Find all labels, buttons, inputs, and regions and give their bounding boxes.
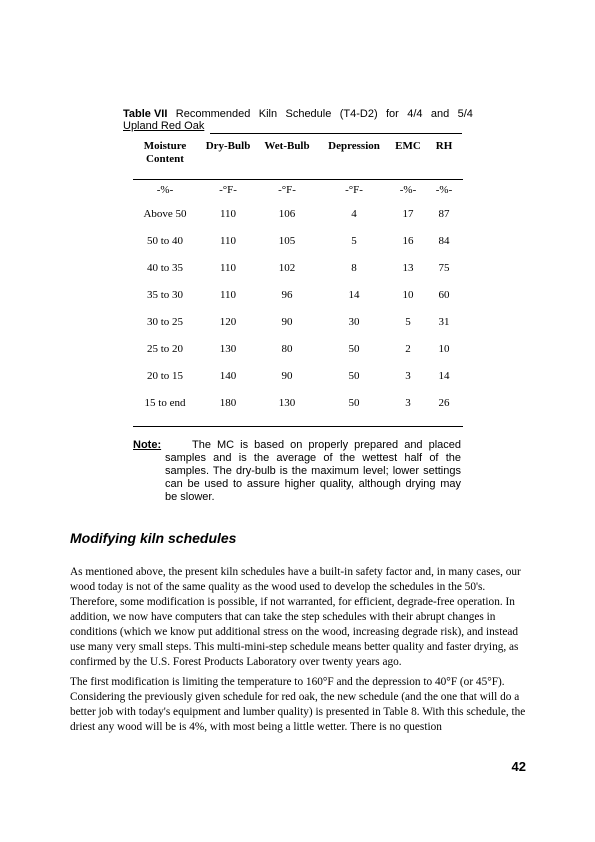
caption-word: and	[430, 108, 450, 120]
table-header-rule	[133, 179, 463, 180]
caption-word: Recommended	[175, 108, 251, 120]
cell-moisture: 40 to 35	[146, 262, 184, 274]
table-row	[0, 261, 595, 288]
cell-emc: 5	[405, 316, 411, 328]
caption-word: for	[386, 108, 399, 120]
cell-wet-bulb: 130	[278, 397, 296, 409]
cell-dry-bulb: 110	[219, 235, 237, 247]
cell-moisture: 15 to end	[144, 397, 186, 409]
unit-cell: -%-	[399, 184, 417, 196]
cell-dry-bulb: 110	[219, 208, 237, 220]
cell-depression: 14	[348, 289, 360, 301]
table-caption-line-2: Upland Red Oak	[123, 120, 205, 132]
cell-depression: 50	[348, 397, 360, 409]
cell-dry-bulb: 120	[219, 316, 237, 328]
cell-emc: 2	[405, 343, 411, 355]
header-rh: RH	[435, 140, 453, 152]
cell-moisture: 25 to 20	[146, 343, 184, 355]
table-row	[0, 288, 595, 315]
caption-word: Schedule	[285, 108, 332, 120]
cell-moisture: 35 to 30	[146, 289, 184, 301]
body-paragraph: As mentioned above, the present kiln schedules have a built-in safety factor and, in many cases, our wood today is not of the same quality as the wood used to develop the schedules in the 50's. Therefore, some modification is possible, if not warranted, for efficient, degrade-free operation. In addition, we now have computers that can take the step schedules with their abrupt changes in conditions (which we know put additional stress on the wood, increasing degrade risk), and instead use many very small steps. This multi-mini-step schedule means better quality and faster drying, as confirmed by the U.S. Forest Products Laboratory over twenty years ago.	[70, 566, 521, 668]
cell-dry-bulb: 110	[219, 289, 237, 301]
header-dry-bulb: Dry-Bulb	[205, 140, 251, 152]
table-row	[0, 342, 595, 369]
table-row	[0, 207, 595, 234]
cell-depression: 50	[348, 370, 360, 382]
note-label: Note:	[133, 439, 162, 451]
cell-emc: 3	[405, 397, 411, 409]
cell-depression: 30	[348, 316, 360, 328]
cell-emc: 16	[402, 235, 414, 247]
cell-dry-bulb: 110	[219, 262, 237, 274]
caption-word: 4/4	[407, 108, 423, 120]
cell-rh: 31	[438, 316, 450, 328]
cell-depression: 8	[351, 262, 357, 274]
cell-moisture: Above 50	[143, 208, 187, 220]
cell-rh: 84	[438, 235, 450, 247]
cell-rh: 87	[438, 208, 450, 220]
cell-rh: 60	[438, 289, 450, 301]
cell-emc: 10	[402, 289, 414, 301]
table-row	[0, 234, 595, 261]
table-caption-line-1	[123, 108, 473, 120]
cell-moisture: 20 to 15	[146, 370, 184, 382]
page-number: 42	[511, 759, 526, 774]
header-wet-bulb: Wet-Bulb	[264, 140, 310, 152]
cell-rh: 26	[438, 397, 450, 409]
table-caption-label: Table VII	[123, 108, 168, 120]
table-body	[0, 207, 595, 423]
cell-moisture: 50 to 40	[146, 235, 184, 247]
header-moisture-content: Moisture Content	[143, 140, 187, 165]
table-caption	[123, 108, 473, 132]
cell-wet-bulb: 90	[281, 370, 293, 382]
cell-wet-bulb: 102	[278, 262, 296, 274]
cell-emc: 3	[405, 370, 411, 382]
cell-rh: 10	[438, 343, 450, 355]
cell-depression: 50	[348, 343, 360, 355]
unit-cell: -%-	[156, 184, 174, 196]
body-paragraph: The first modification is limiting the temperature to 160°F and the depression to 40°F (or 45°F). Considering the previously given schedule for red oak, the new schedule (and the one that will do a better job with today's equipment and lumber quality) is presented in Table 8. With this schedule, the driest any wood will be is 4%, with most being a little wetter. There is no question	[70, 676, 526, 733]
cell-wet-bulb: 106	[278, 208, 296, 220]
header-depression: Depression	[328, 140, 380, 152]
section-heading: Modifying kiln schedules	[70, 530, 237, 546]
table-row	[0, 396, 595, 423]
cell-dry-bulb: 130	[219, 343, 237, 355]
unit-cell: -°F-	[345, 184, 363, 196]
cell-rh: 14	[438, 370, 450, 382]
table-row	[0, 315, 595, 342]
caption-word: 5/4	[457, 108, 473, 120]
unit-cell: -°F-	[219, 184, 237, 196]
cell-wet-bulb: 105	[278, 235, 296, 247]
cell-wet-bulb: 90	[281, 316, 293, 328]
table-note	[133, 439, 461, 504]
unit-cell: -°F-	[278, 184, 296, 196]
unit-cell: -%-	[435, 184, 453, 196]
cell-rh: 75	[438, 262, 450, 274]
cell-wet-bulb: 96	[281, 289, 293, 301]
cell-dry-bulb: 140	[219, 370, 237, 382]
table-row	[0, 369, 595, 396]
table-bottom-rule	[133, 426, 463, 427]
cell-moisture: 30 to 25	[146, 316, 184, 328]
cell-depression: 4	[351, 208, 357, 220]
note-text: The MC is based on properly prepared and placed samples and is the average of the wettest half of the samples. The dry-bulb is the maximum level; lower settings can be used to assure higher quality, although drying may be slower.	[165, 439, 461, 503]
cell-emc: 17	[402, 208, 414, 220]
cell-emc: 13	[402, 262, 414, 274]
table-units-row	[0, 184, 595, 198]
table-top-rule	[210, 133, 462, 134]
caption-word: Kiln	[258, 108, 278, 120]
cell-dry-bulb: 180	[219, 397, 237, 409]
caption-word: (T4-D2)	[339, 108, 378, 120]
cell-depression: 5	[351, 235, 357, 247]
header-emc: EMC	[395, 140, 421, 152]
cell-wet-bulb: 80	[281, 343, 293, 355]
